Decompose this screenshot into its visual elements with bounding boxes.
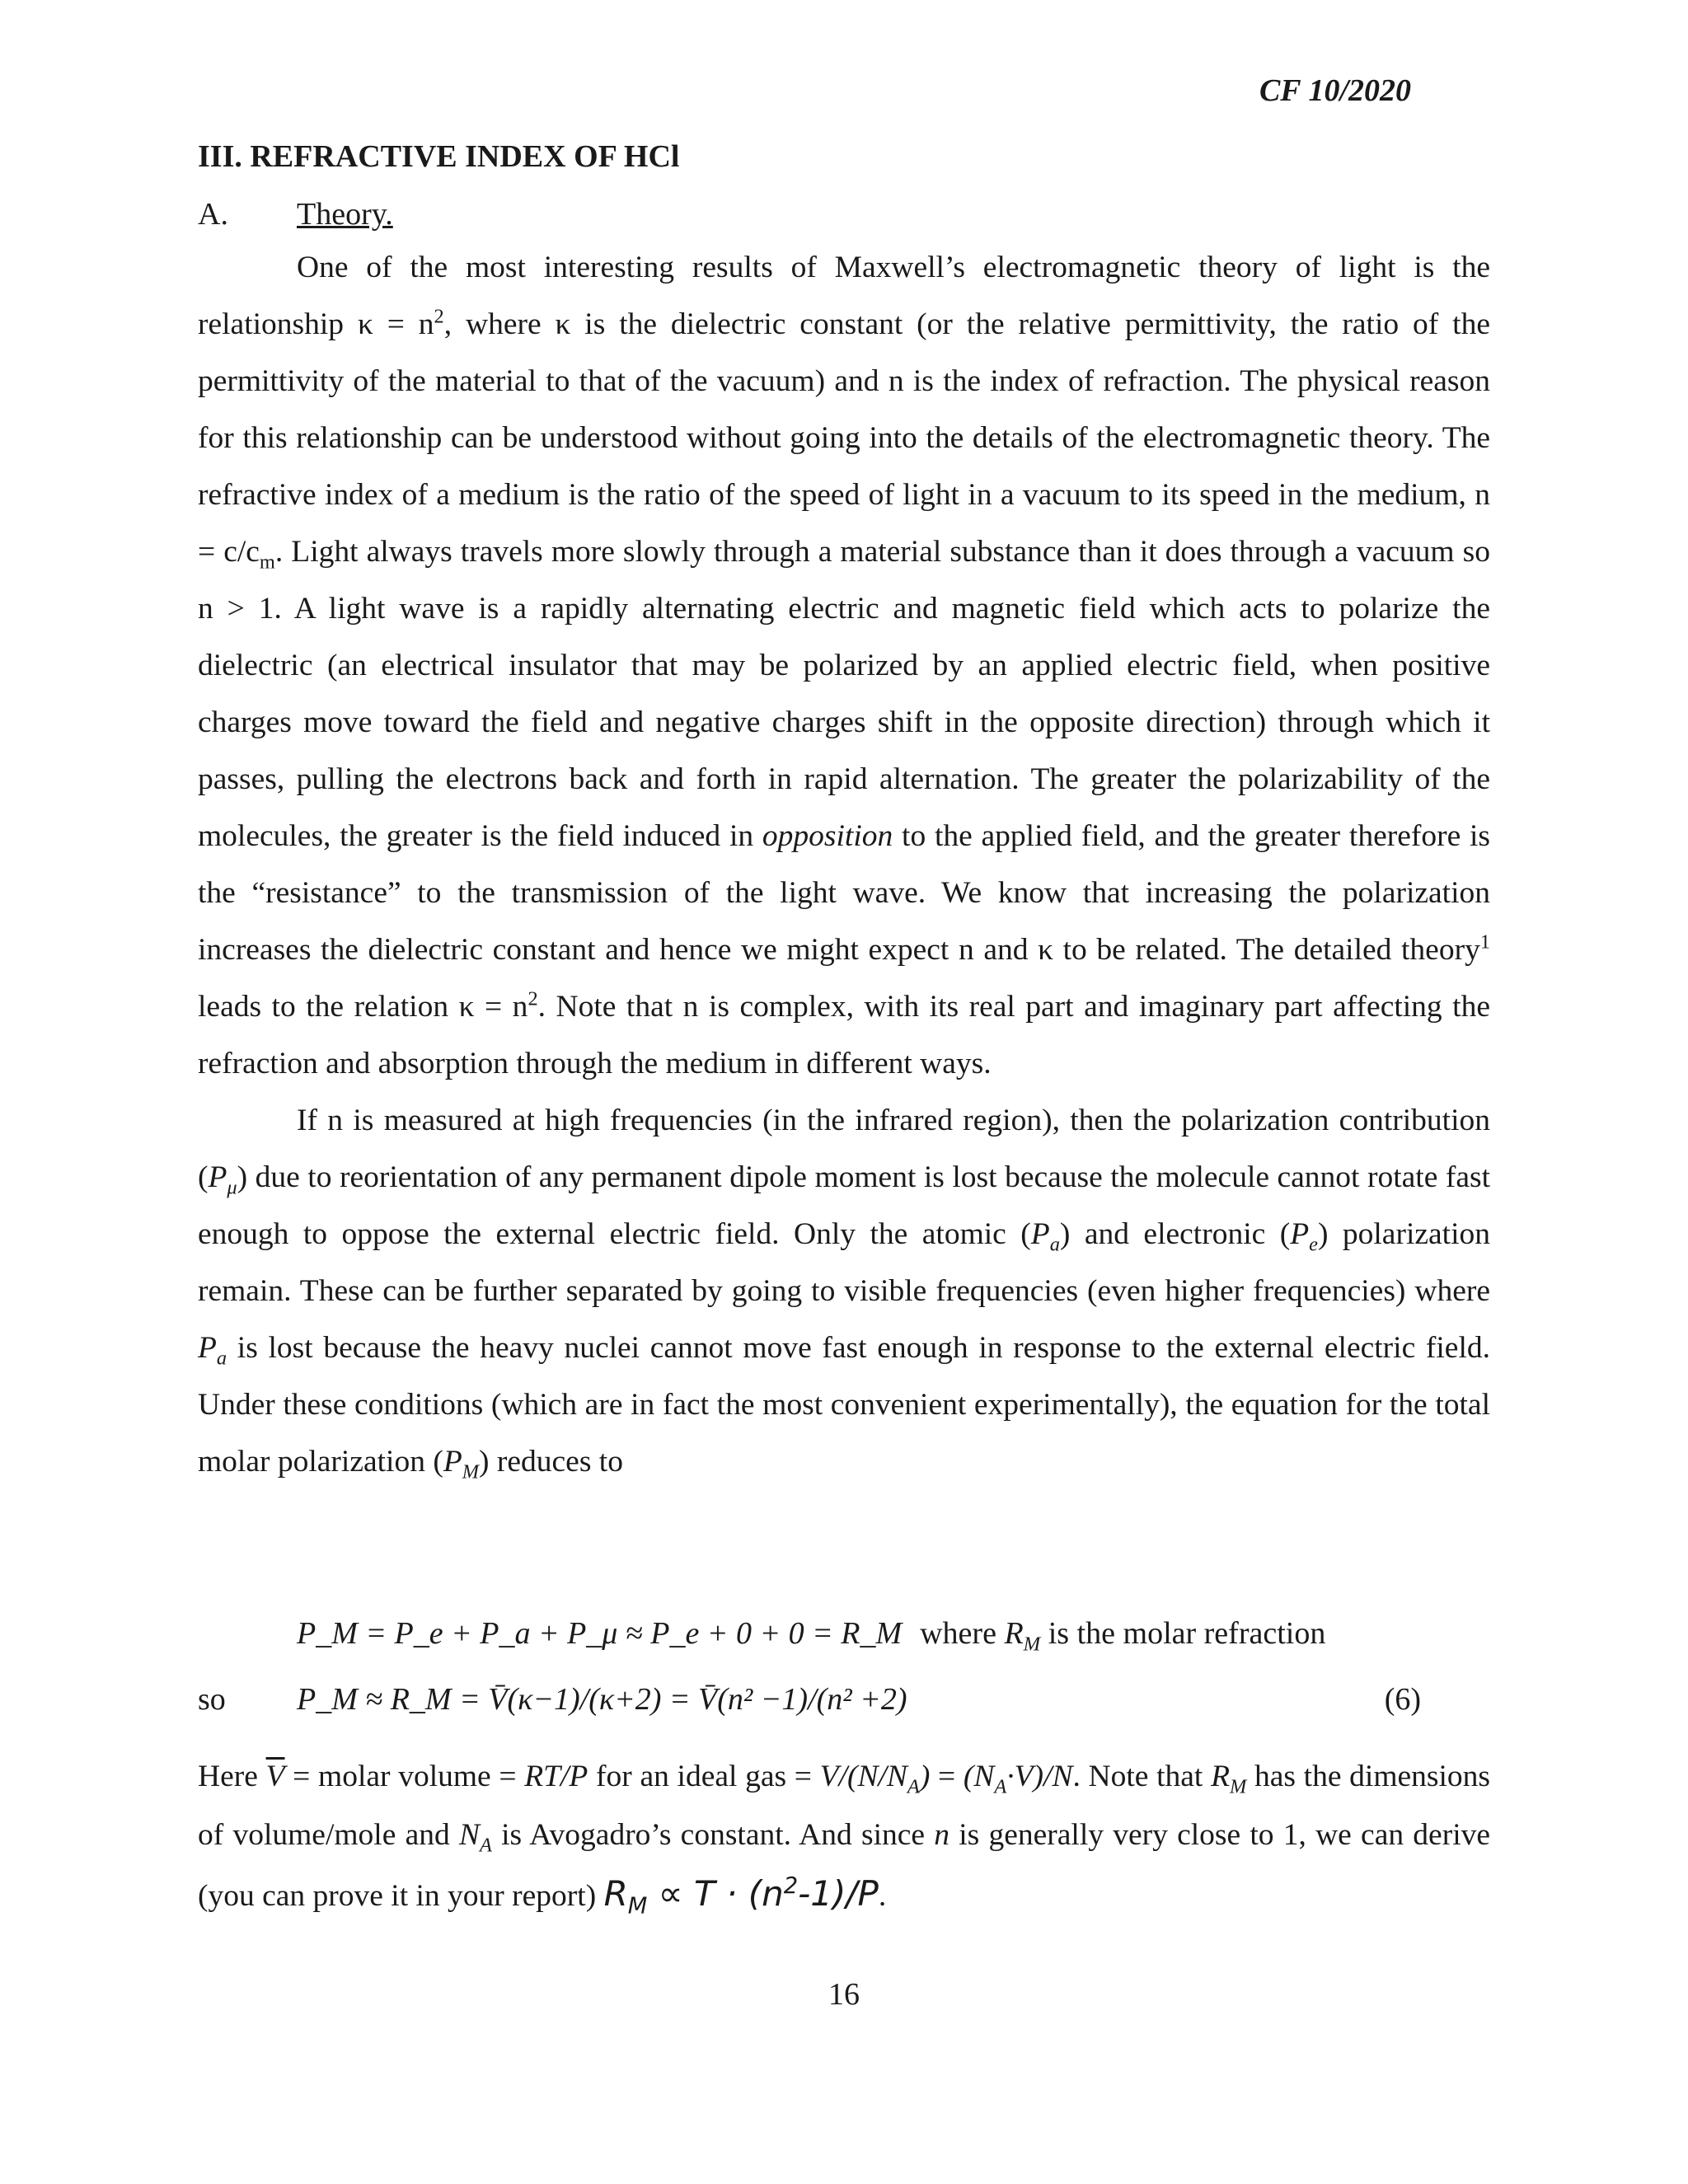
section-title: III. REFRACTIVE INDEX OF HCl — [198, 139, 680, 174]
p3-period: . — [878, 1879, 887, 1913]
p1-text-d: to the applied field, and the greater therefore is the “resistance” to the transmission of the light wave. We know that increasing the polarization increases the dielectric constant and hence we might expect n and κ to be related. The detailed theory — [198, 819, 1490, 967]
equation-1-math: P_M = P_e + P_a + P_μ ≈ P_e + 0 + 0 = R_M — [297, 1616, 903, 1651]
equation-1-symbol: R — [1004, 1616, 1024, 1651]
p3-vbar: $\overline{V}$ — [265, 1760, 285, 1793]
p1-text-f: . Note that n is complex, with its real part and imaginary part affecting the refraction and absorption through the medium in different ways. — [198, 990, 1490, 1080]
p1-sup-3: 2 — [528, 987, 538, 1010]
p3-subscript: A — [479, 1834, 492, 1857]
body-text — [198, 239, 1490, 1490]
prop-subscript: M — [627, 1893, 648, 1919]
p3-text: has the dimensions of volume/mole and — [198, 1760, 1491, 1852]
p1-italic: opposition — [762, 819, 893, 853]
paragraph-3 — [198, 1747, 1490, 1925]
p2-text-b: ) due to reorientation of any permanent dipole moment is lost because the molecule cannot rotate fast enough to oppose the external electric field. Only the atomic ( — [198, 1160, 1490, 1251]
p1-text-c: . Light always travels more slowly through a material substance than it does through a vacuum so n > 1. A light wave is a rapidly alternating electric and magnetic field which acts to polarize the dielectric (an electrical insulator that may be polarized by an applied electric field, when positive charges move toward the field and negative charges shift in the opposite direction) through which it passes, pulling the electrons back and forth in rapid alternation. The greater the polarizability of the molecules, the greater is the field induced in — [198, 535, 1490, 853]
p3-text: . Note that — [1072, 1760, 1212, 1793]
p2-symbol: P — [1290, 1217, 1310, 1251]
p2-symbol: P — [198, 1331, 217, 1365]
equation-1-text: where — [920, 1616, 1005, 1651]
page-number: 16 — [828, 1977, 860, 2012]
p2-subscript: e — [1309, 1233, 1318, 1256]
p2-text-f: ) reduces to — [479, 1445, 623, 1479]
p3-text: is Avogadro’s constant. And since — [491, 1818, 935, 1852]
p3-text: for an ideal gas = — [588, 1760, 820, 1793]
p3-text: is generally very close to 1, we can derive (you can prove it in your report) — [198, 1818, 1491, 1913]
equation-number: (6) — [1384, 1682, 1421, 1717]
p3-subscript: A — [994, 1775, 1007, 1798]
prop-text-end: -1)/P — [798, 1873, 879, 1914]
p1-text-b: , where κ is the dielectric constant (or the relative permittivity, the ratio of the permittivity of the material to that of the vacuum) and n is the index of refraction. The physical reason for this relationship can be understood without going into the details of the electromagnetic theory. The refractive index of a medium is the ratio of the speed of light in a vacuum to its speed in the medium, n = c/c — [198, 307, 1490, 569]
paragraph-1 — [198, 239, 1490, 1092]
p3-text: = molar volume = — [284, 1760, 525, 1793]
p2-text-e: is lost because the heavy nuclei cannot move fast enough in response to the external electric field. Under these conditions (which are in fact the most convenient experimentally), the equation for the total molar polarization ( — [198, 1331, 1490, 1479]
p2-subscript: a — [216, 1347, 227, 1370]
equation-1-subscript: M — [1023, 1633, 1041, 1656]
footnote-ref: 1 — [1479, 930, 1490, 954]
p2-text-c: ) and electronic ( — [1059, 1217, 1291, 1251]
proportionality-expression — [603, 1873, 879, 1919]
p1-text-a: One of the most interesting results of Maxwell’s electromagnetic theory of light is the relationship κ = n — [198, 251, 1490, 341]
p1-sub-1: m — [259, 551, 275, 574]
subsection-name: Theory. — [297, 197, 393, 232]
p3-italic: n — [934, 1818, 950, 1852]
p3-text: = — [930, 1760, 964, 1793]
p2-symbol: P — [443, 1445, 462, 1479]
document-code: CF 10/2020 — [1259, 73, 1411, 108]
p3-italic: R — [1211, 1760, 1230, 1793]
p3-italic: V/(N/N — [819, 1760, 907, 1793]
p3-subscript: A — [907, 1775, 920, 1798]
prop-superscript: 2 — [783, 1873, 799, 1899]
equation-6 — [198, 1681, 1490, 1718]
p1-text-e: leads to the relation κ = n — [198, 990, 528, 1024]
body-text-continued — [198, 1747, 1490, 1925]
p3-subscript: M — [1229, 1775, 1247, 1798]
p2-symbol: P — [208, 1160, 227, 1194]
p3-italic: ) — [919, 1760, 931, 1793]
equation-2-prefix: so — [198, 1682, 226, 1717]
prop-symbol: R — [603, 1873, 628, 1914]
paragraph-2 — [198, 1092, 1490, 1490]
p3-italic: ·V)/N — [1006, 1760, 1073, 1793]
p2-text-a: If n is measured at high frequencies (in the infrared region), then the polarization contribution ( — [198, 1104, 1490, 1194]
p3-text: Here — [198, 1760, 266, 1793]
prop-text: ∝ T · (n — [647, 1873, 784, 1914]
p2-text-d: ) polarization remain. These can be further separated by going to visible frequencies (even higher frequencies) where — [198, 1217, 1490, 1308]
p2-symbol: P — [1030, 1217, 1050, 1251]
p3-italic: (N — [963, 1760, 995, 1793]
p3-italic: N — [458, 1818, 480, 1852]
equation-molar-polarization — [297, 1615, 1326, 1656]
p1-sup-1: 2 — [434, 305, 444, 328]
equation-2-math: P_M ≈ R_M = V̄(κ−1)/(κ+2) = V̄(n² −1)/(n² +2) — [297, 1682, 907, 1717]
subsection-letter: A. — [198, 197, 228, 232]
p2-subscript: M — [462, 1460, 480, 1483]
equation-1-text-end: is the molar refraction — [1040, 1616, 1326, 1651]
p3-italic: RT/P — [524, 1760, 588, 1793]
p2-subscript: a — [1049, 1233, 1060, 1256]
subsection-heading — [198, 196, 393, 232]
p2-subscript: μ — [227, 1176, 237, 1199]
